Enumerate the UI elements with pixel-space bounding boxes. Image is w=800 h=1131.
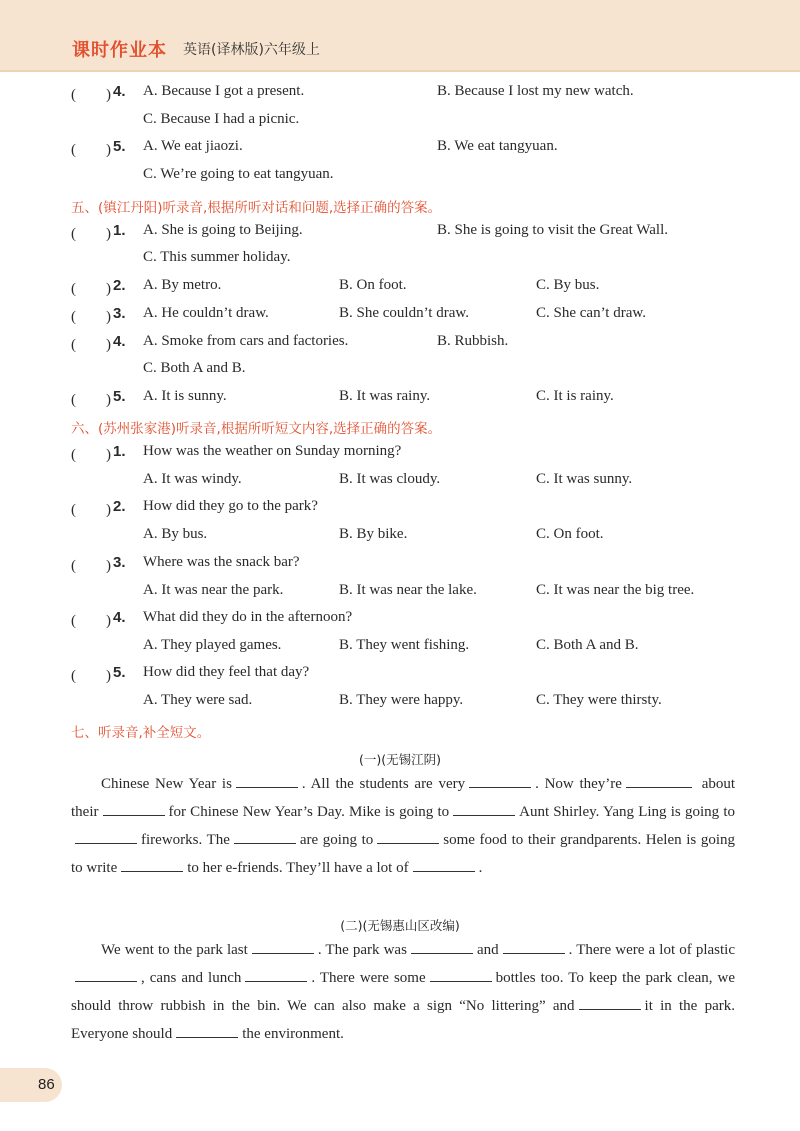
option-b: B. It was rainy. <box>339 388 431 404</box>
option-a: A. They were sad. <box>143 692 253 708</box>
option-c: C. She can’t draw. <box>536 305 646 321</box>
option-c: C. This summer holiday. <box>143 249 291 265</box>
passage-text: . All the students are very <box>301 776 466 792</box>
blank[interactable] <box>377 829 439 844</box>
answer-paren: ( ) <box>71 226 111 242</box>
option-b: B. On foot. <box>339 277 407 293</box>
blank[interactable] <box>252 939 314 954</box>
answer-paren: ( ) <box>71 337 111 353</box>
passage-2-title: (二)(无锡惠山区改编) <box>340 918 460 933</box>
answer-paren: ( ) <box>71 142 111 158</box>
question-text: How did they feel that day? <box>143 664 310 680</box>
option-b: B. It was near the lake. <box>339 582 477 598</box>
blank[interactable] <box>234 829 296 844</box>
question-number: 3. <box>113 554 126 571</box>
blank[interactable] <box>503 939 565 954</box>
question-number: 1. <box>113 443 126 460</box>
question-number: 1. <box>113 222 126 239</box>
option-a: A. It was windy. <box>143 471 242 487</box>
passage-text: about their <box>71 776 736 820</box>
blank[interactable] <box>626 773 692 788</box>
option-c: C. It is rainy. <box>536 388 614 404</box>
option-c: C. It was near the big tree. <box>536 582 695 598</box>
question-text: How did they go to the park? <box>143 498 318 514</box>
option-a: A. It is sunny. <box>143 388 227 404</box>
passage-2 <box>71 936 735 1048</box>
option-b: B. They were happy. <box>339 692 464 708</box>
passage-text: and <box>476 942 499 958</box>
section-6-title: 六、(苏州张家港)听录音,根据所听短文内容,选择正确的答案。 <box>71 421 442 437</box>
book-subtitle: 英语(译林版)六年级上 <box>183 42 320 58</box>
blank[interactable] <box>579 995 641 1010</box>
option-a: A. She is going to Beijing. <box>143 222 303 238</box>
option-a: A. We eat jiaozi. <box>143 138 243 154</box>
option-c: C. On foot. <box>536 526 604 542</box>
passage-text: are going to <box>299 832 374 848</box>
blank[interactable] <box>245 967 307 982</box>
option-b: B. Rubbish. <box>437 333 509 349</box>
question-number: 4. <box>113 83 126 100</box>
option-c: C. Because I had a picnic. <box>143 111 300 127</box>
answer-paren: ( ) <box>71 447 111 463</box>
option-c: C. Both A and B. <box>536 637 639 653</box>
question-text: What did they do in the afternoon? <box>143 609 353 625</box>
option-c: C. It was sunny. <box>536 471 633 487</box>
blank[interactable] <box>75 829 137 844</box>
answer-paren: ( ) <box>71 281 111 297</box>
option-b: B. She is going to visit the Great Wall. <box>437 222 668 238</box>
blank[interactable] <box>411 939 473 954</box>
option-c: C. They were thirsty. <box>536 692 662 708</box>
passage-text: fireworks. The <box>141 832 230 848</box>
passage-text: Aunt Shirley. Yang Ling is going to <box>519 804 735 820</box>
blank[interactable] <box>121 857 183 872</box>
passage-text: bottles too. To keep the park clean, we should throw rubbish in the bin. We can also make a sign “No littering” and <box>71 970 736 1014</box>
answer-paren: ( ) <box>71 613 111 629</box>
blank[interactable] <box>469 773 531 788</box>
option-c: C. We’re going to eat tangyuan. <box>143 166 334 182</box>
question-number: 2. <box>113 498 126 515</box>
passage-text: . There were a lot of plastic <box>568 942 736 958</box>
page-header <box>0 0 800 70</box>
book-title: 课时作业本 <box>72 40 167 61</box>
passage-1-title: (一)(无锡江阴) <box>358 752 441 767</box>
passage-text: the environment. <box>242 1026 344 1042</box>
option-a: A. By metro. <box>143 277 222 293</box>
passage-text: to her e-friends. They’ll have a lot of <box>187 860 409 876</box>
blank[interactable] <box>103 801 165 816</box>
option-c: C. Both A and B. <box>143 360 246 376</box>
section-7-title: 七、听录音,补全短文。 <box>71 725 211 741</box>
blank[interactable] <box>413 857 475 872</box>
question-number: 2. <box>113 277 126 294</box>
option-a: A. Because I got a present. <box>143 83 305 99</box>
option-b: B. We eat tangyuan. <box>437 138 558 154</box>
blank[interactable] <box>453 801 515 816</box>
question-text: Where was the snack bar? <box>143 554 300 570</box>
answer-paren: ( ) <box>71 668 111 684</box>
option-a: A. It was near the park. <box>143 582 284 598</box>
blank[interactable] <box>430 967 492 982</box>
option-a: A. They played games. <box>143 637 282 653</box>
question-number: 5. <box>113 388 126 405</box>
header-divider <box>0 70 800 72</box>
blank[interactable] <box>75 967 137 982</box>
option-b: B. She couldn’t draw. <box>339 305 469 321</box>
passage-text: . There were some <box>311 970 426 986</box>
question-number: 4. <box>113 333 126 350</box>
option-a: A. He couldn’t draw. <box>143 305 269 321</box>
question-number: 3. <box>113 305 126 322</box>
passage-text: . The park was <box>317 942 407 958</box>
passage-text: Chinese New Year is <box>101 776 232 792</box>
passage-text: it in the park. Everyone should <box>71 998 735 1042</box>
blank[interactable] <box>236 773 298 788</box>
page-number: 86 <box>38 1076 55 1093</box>
question-number: 5. <box>113 664 126 681</box>
option-c: C. By bus. <box>536 277 600 293</box>
option-b: B. By bike. <box>339 526 408 542</box>
option-a: A. By bus. <box>143 526 208 542</box>
passage-text: some food to their grandparents. Helen is going to write <box>71 832 735 876</box>
passage-text: for Chinese New Year’s Day. Mike is going to <box>168 804 450 820</box>
passage-text: . Now they’re <box>535 776 622 792</box>
option-b: B. Because I lost my new watch. <box>437 83 634 99</box>
passage-text: , cans and lunch <box>141 970 242 986</box>
passage-1 <box>71 770 735 882</box>
passage-text: . <box>478 860 483 876</box>
question-number: 4. <box>113 609 126 626</box>
question-text: How was the weather on Sunday morning? <box>143 443 402 459</box>
passage-text: We went to the park last <box>101 942 248 958</box>
page-number-tab <box>0 1068 62 1102</box>
blank[interactable] <box>176 1023 238 1038</box>
answer-paren: ( ) <box>71 502 111 518</box>
answer-paren: ( ) <box>71 309 111 325</box>
option-a: A. Smoke from cars and factories. <box>143 333 349 349</box>
answer-paren: ( ) <box>71 558 111 574</box>
question-number: 5. <box>113 138 126 155</box>
option-b: B. They went fishing. <box>339 637 470 653</box>
option-b: B. It was cloudy. <box>339 471 441 487</box>
answer-paren: ( ) <box>71 392 111 408</box>
section-5-title: 五、(镇江丹阳)听录音,根据所听对话和问题,选择正确的答案。 <box>71 200 442 216</box>
answer-paren: ( ) <box>71 87 111 103</box>
